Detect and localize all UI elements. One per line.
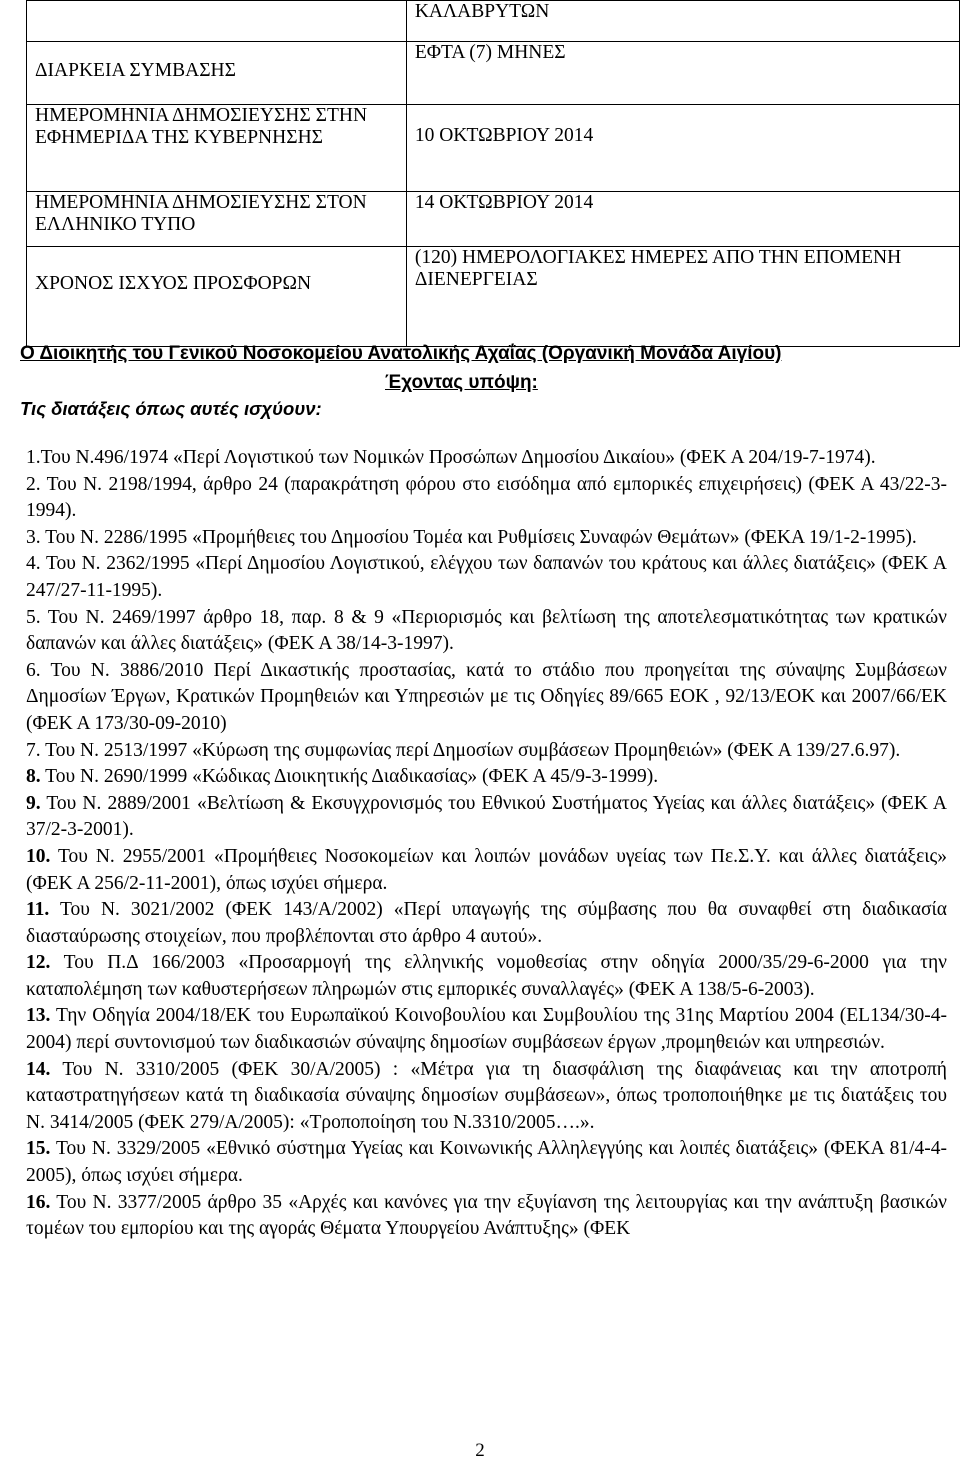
item-number: 4. <box>26 553 41 575</box>
list-item <box>26 605 947 658</box>
table-row <box>27 105 960 192</box>
table-value: ΕΦΤΑ (7) ΜΗΝΕΣ <box>406 42 959 105</box>
item-number: 7. <box>26 739 41 761</box>
given-label: Έχοντας υπόψη: <box>385 372 538 393</box>
item-text: Του Ν. 3886/2010 Περί Δικαστικής προστασίας, κατά το στάδιο που προηγείται της σύναψης Συμβάσεων Δημοσίων Έργων, Κρατικών Προμηθειών και Υπηρεσιών με τις Οδηγίες 89/665 ΕΟΚ , 92/13/ΕΟΚ και 2007/66/ΕΚ (ΦΕΚ Α 173/30-09-2010) <box>26 659 947 734</box>
list-item <box>26 1057 947 1137</box>
item-number: 8. <box>26 766 41 788</box>
item-number: 16. <box>26 1191 51 1213</box>
table-label: ΧΡΟΝΟΣ ΙΣΧΥΟΣ ΠΡΟΣΦΟΡΩΝ <box>27 247 407 347</box>
list-item <box>26 950 947 1003</box>
list-item <box>26 1003 947 1056</box>
list-item <box>26 1136 947 1189</box>
item-number: 2. <box>26 473 41 495</box>
table-label: ΗΜΕΡΟΜΗΝΙΑ ΔΗΜΟΣΙΕΥΣΗΣ ΣΤΗΝ ΕΦΗΜΕΡΙΔΑ ΤΗΣ ΚΥΒΕΡΝΗΣΗΣ <box>27 105 407 192</box>
list-item <box>26 525 947 552</box>
list-item <box>26 738 947 765</box>
item-text: Του Ν. 3377/2005 άρθρο 35 «Αρχές και κανόνες για την εξυγίανση της λειτουργίας και την ανάπτυξη βασικών τομέων του εμπορίου και της αγοράς Θέματα Υπουργείου Ανάπτυξης» (ΦΕΚ <box>26 1191 947 1240</box>
item-number: 3. <box>26 526 41 548</box>
item-text: Του Ν. 2889/2001 «Βελτίωση & Εκσυγχρονισμός του Εθνικού Συστήματος Υγείας και άλλες διατάξεις» (ΦΕΚ Α 37/2-3-2001). <box>26 792 947 841</box>
item-text: Του Π.Δ 166/2003 «Προσαρμογή της ελληνικής νομοθεσίας στην οδηγία 2000/35/29-6-2000 για την καταπολέμηση των καθυστερήσεων πληρωμών στις εμπορικές συναλλαγές» (ΦΕΚ Α 138/5-6-2003). <box>26 952 947 1000</box>
item-text: Του Ν.496/1974 «Περί Λογιστικού των Νομικών Προσώπων Δημοσίου Δικαίου» (ΦΕΚ Α 204/19-7-1974). <box>40 447 876 468</box>
item-text: Του Ν. 2198/1994, άρθρο 24 (παρακράτηση φόρου στο εισόδημα από εμπορικές επιχειρήσεις) (ΦΕΚ Α 43/22-3-1994). <box>26 473 947 522</box>
list-item <box>26 658 947 738</box>
table-label <box>27 1 407 42</box>
list-item <box>26 472 947 525</box>
item-text: Του Ν. 2513/1997 «Κύρωση της συμφωνίας περί Δημοσίων συμβάσεων Προμηθειών» (ΦΕΚ Α 139/27.6.97). <box>40 739 901 761</box>
item-number: 6. <box>26 659 41 681</box>
list-item <box>26 551 947 604</box>
table-value: 14 ΟΚΤΩΒΡΙΟΥ 2014 <box>406 192 959 247</box>
table-row <box>27 1 960 42</box>
item-number: 1. <box>26 447 41 468</box>
item-number: 10. <box>26 845 51 867</box>
table-value: 10 ΟΚΤΩΒΡΙΟΥ 2014 <box>406 105 959 192</box>
item-text: Του Ν. 2690/1999 «Κώδικας Διοικητικής Διαδικασίας» (ΦΕΚ Α 45/9-3-1999). <box>40 766 659 788</box>
item-text: Του Ν. 2955/2001 «Προμήθειες Νοσοκομείων και λοιπών μονάδων υγείας των Πε.Σ.Υ. και άλλες διατάξεις» (ΦΕΚ Α 256/2-11-2001), όπως ισχύει σήμερα. <box>26 845 947 894</box>
table-row <box>27 247 960 347</box>
item-number: 5. <box>26 606 41 628</box>
page-number: 2 <box>475 1440 485 1461</box>
table-label: ΗΜΕΡΟΜΗΝΙΑ ΔΗΜΟΣΙΕΥΣΗΣ ΣΤΟΝ ΕΛΛΗΝΙΚΟ ΤΥΠΟ <box>27 192 407 247</box>
item-number: 11. <box>26 899 50 921</box>
list-item <box>26 844 947 897</box>
item-number: 13. <box>26 1005 51 1027</box>
item-text: Του Ν. 3021/2002 (ΦΕΚ 143/Α/2002) «Περί υπαγωγής της σύμβασης που θα συναφθεί στη διαδικασία διασταύρωσης στοιχείων, που προβλέπονται στο άρθρο 4 αυτού». <box>26 899 947 947</box>
document-heading: Ο Διοικητής του Γενικού Νοσοκομείου Ανατολικής Αχαΐας (Οργανική Μονάδα Αιγίου) <box>20 343 782 364</box>
item-text: Την Οδηγία 2004/18/ΕΚ του Ευρωπαϊκού Κοινοβουλίου και Συμβουλίου της 31ης Μαρτίου 2004 (EL134/30-4-2004) περί συντονισμού των διαδικασιών σύναψης δημοσίων συμβάσεων έργων ,προμηθειών και υπηρεσιών. <box>26 1005 947 1054</box>
item-number: 12. <box>26 952 51 974</box>
item-text: Του Ν. 3329/2005 «Εθνικό σύστημα Υγείας και Κοινωνικής Αλληλεγγύης και λοιπές διατάξεις» (ΦΕΚΑ 81/4-4-2005), όπως ισχύει σήμερα. <box>26 1138 947 1187</box>
list-item <box>26 764 947 791</box>
table-label: ΔΙΑΡΚΕΙΑ ΣΥΜΒΑΣΗΣ <box>27 42 407 105</box>
item-number: 15. <box>26 1138 51 1160</box>
table-value: ΚΑΛΑΒΡΥΤΩΝ <box>406 1 959 42</box>
table-row <box>27 42 960 105</box>
item-text: Του Ν. 3310/2005 (ΦΕΚ 30/Α/2005) : «Μέτρα για τη διασφάλιση της διαφάνειας και την αποτροπή καταστρατηγήσεων κατά τη διαδικασία σύναψης δημοσίων συμβάσεων», όπως τροποποιήθηκε με τις διατάξεις του Ν. 3414/2005 (ΦΕΚ 279/Α/2005): «Τροποποίηση του Ν.3310/2005….». <box>26 1058 947 1133</box>
item-text: Του Ν. 2469/1997 άρθρο 18, παρ. 8 & 9 «Περιορισμός και βελτίωση της αποτελεσματικότητας των κρατικών δαπανών και άλλες διατάξεις» (ΦΕΚ Α 38/14-3-1997). <box>26 606 947 655</box>
list-item <box>26 445 947 472</box>
list-item <box>26 897 947 950</box>
table-value: (120) ΗΜΕΡΟΛΟΓΙΑΚΕΣ ΗΜΕΡΕΣ ΑΠΟ ΤΗΝ ΕΠΟΜΕΝΗ ΔΙΕΝΕΡΓΕΙΑΣ <box>406 247 959 347</box>
table-row <box>27 192 960 247</box>
list-item <box>26 791 947 844</box>
item-text: Του Ν. 2362/1995 «Περί Δημοσίου Λογιστικού, ελέγχου των δαπανών του κράτους και άλλες διατάξεις» (ΦΕΚ Α 247/27-11-1995). <box>26 553 947 601</box>
legislation-list <box>26 445 947 1243</box>
item-number: 14. <box>26 1058 51 1080</box>
item-number: 9. <box>26 792 41 814</box>
item-text: Του Ν. 2286/1995 «Προμήθειες του Δημοσίου Τομέα και Ρυθμίσεις Συναφών Θεμάτων» (ΦΕΚΑ 19/1-2-1995). <box>40 526 917 548</box>
tender-info-table <box>26 0 960 347</box>
provisions-intro: Τις διατάξεις όπως αυτές ισχύουν: <box>20 398 322 419</box>
list-item <box>26 1190 947 1243</box>
